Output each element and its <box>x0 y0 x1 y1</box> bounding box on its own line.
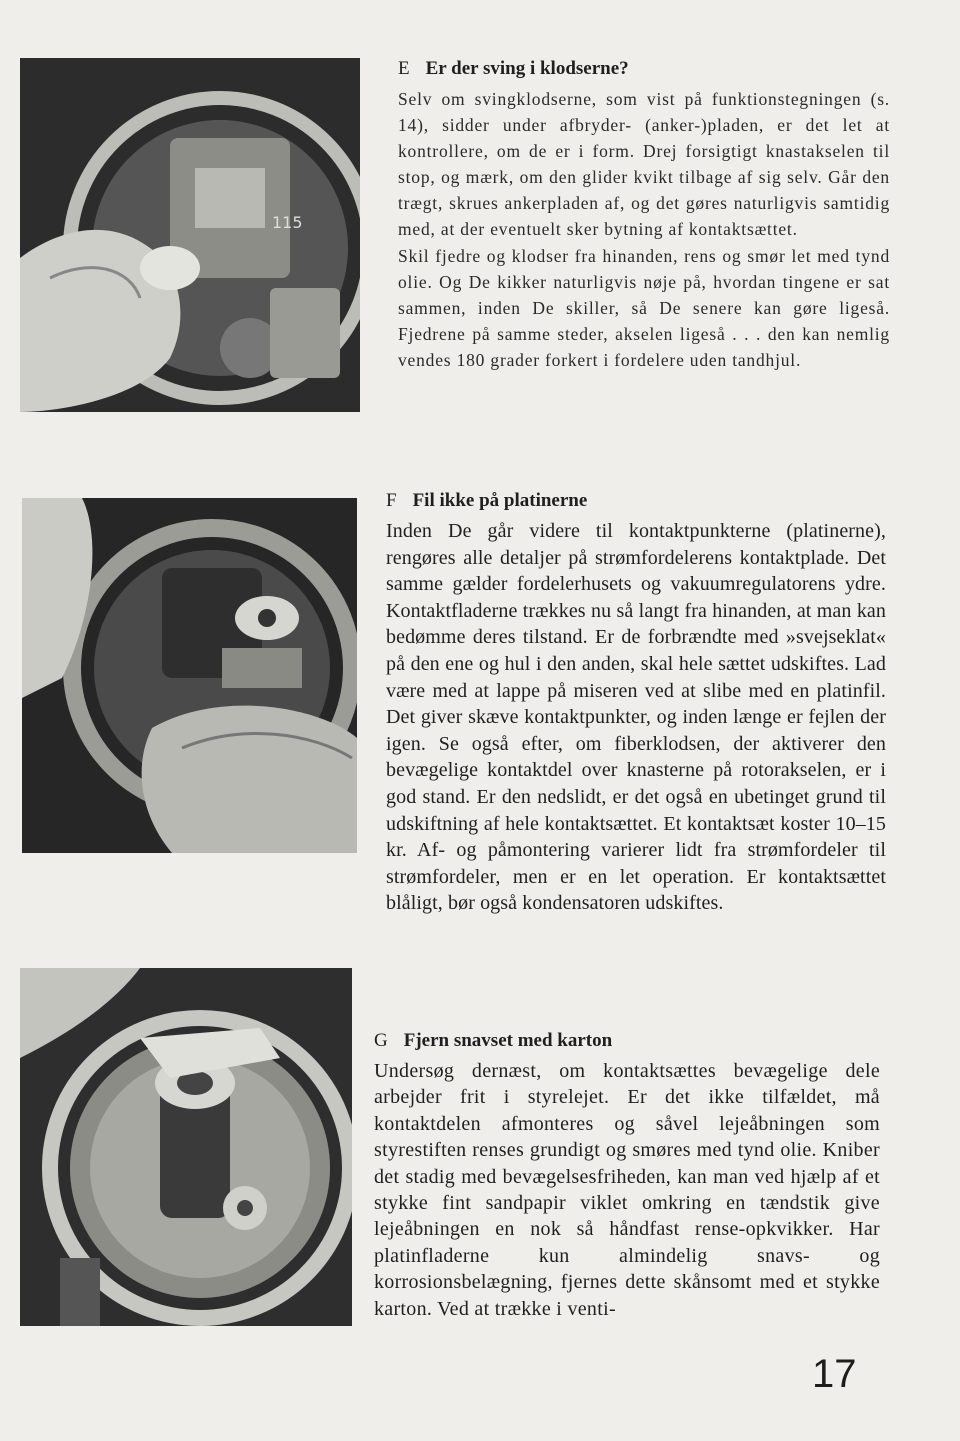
section-g-letter: G <box>374 1030 388 1051</box>
section-g <box>374 1030 880 1322</box>
photo-contact-plate <box>22 498 357 853</box>
section-f-title: Fil ikke på platinerne <box>412 490 588 511</box>
section-e-letter: E <box>398 58 410 79</box>
section-g-paragraph: Undersøg dernæst, om kontaktsættes bevægelige dele arbejder frit i styrelejet. Er det ikke tilfældet, må kontaktdelen afmonteres og såvel lejeåbningen som styrestiften renses grundigt og smøres med tynd olie. Kniber det stadig med bevægelsesfriheden, kan man ved hjælp af et stykke fint sandpapir viklet omkring en tændstik give lejeåbningen en nok så håndfast rense-opkvikker. Har platinfladerne kun almindelig snavs- og korrosionsbelægning, fjernes dette skånsomt med et stykke karton. Ved at trække i venti- <box>374 1060 880 1320</box>
photo-f-illustration <box>22 498 357 853</box>
section-f-heading <box>386 490 886 512</box>
photo-e-label: 115 <box>272 213 303 232</box>
photo-e-illustration <box>20 58 360 412</box>
section-e <box>398 58 890 373</box>
section-f-letter: F <box>386 490 397 511</box>
section-e-title: Er der sving i klodserne? <box>425 58 629 79</box>
section-g-title: Fjern snavset med karton <box>403 1030 613 1051</box>
page-number: 17 <box>812 1352 857 1396</box>
section-e-paragraph: Selv om svingklodserne, som vist på funktionstegningen (s. 14), sidder under afbryder- (anker-)pladen, er det let at kontrollere, om de er i form. Drej forsigtigt knastakselen til stop, og mærk, om den glider kvikt tilbage af sig selv. Går den trægt, skrues ankerpladen af, og det gøres naturligvis samtidig med, at der eventuelt sker bytning af kontaktsættet. <box>398 89 890 239</box>
photo-distributor-advance-weights <box>20 58 360 412</box>
section-f <box>386 490 886 917</box>
section-g-heading <box>374 1030 880 1052</box>
photo-distributor-shaft <box>20 968 352 1326</box>
photo-g-illustration <box>20 968 352 1326</box>
section-f-paragraph: Inden De går videre til kontaktpunkterne (platinerne), rengøres alle detaljer på strømfordelerens kontaktplade. Det samme gælder fordelerhusets og vakuumregulatorens ydre. Kontaktfladerne trækkes nu så langt fra hinanden, at man kan bedømme deres tilstand. Er de forbrændte med »svejseklat« på den ene og hul i den anden, skal hele sættet udskiftes. Lad være med at lappe på miseren ved at slibe med en platinfil. Det giver skæve kontaktpunkter, og inden længe er fejlen der igen. Se også efter, om fiberklodsen, der aktiverer den bevægelige kontaktdel over knasterne på rotorakselen, er i god stand. Er den nedslidt, er det også en ubetinget grund til udskiftning af hele kontaktsættet. Et kontaktsæt koster 10–15 kr. Af- og påmontering varierer lidt fra strømfordeler til strømfordeler, men er en let operation. Er kontaktsættet blåligt, bør også kondensatoren udskiftes. <box>386 520 886 915</box>
section-e-paragraph: Skil fjedre og klodser fra hinanden, rens og smør let med tynd olie. Og De kikker naturligvis nøje på, hvordan tingene er sat sammen, inden De skiller, så De senere kan gøre ligeså. Fjedrene på samme steder, akselen ligeså . . . den kan nemlig vendes 180 grader forkert i fordelere uden tandhjul. <box>398 246 890 370</box>
section-e-heading <box>398 58 890 80</box>
